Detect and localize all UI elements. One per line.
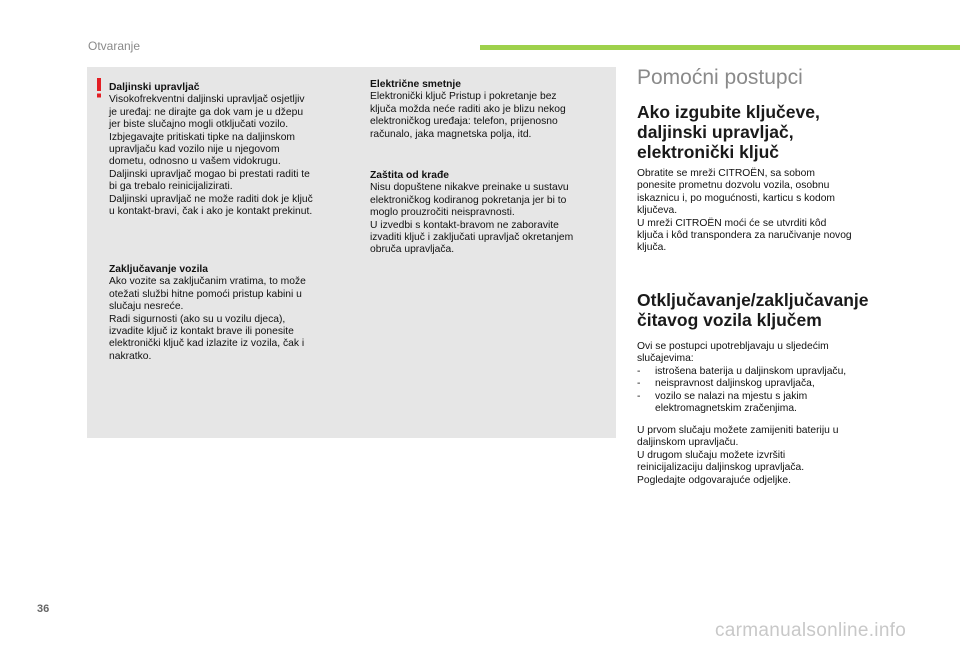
warning-right-column-2 (370, 170, 610, 257)
remote-control-heading: Daljinski upravljač (109, 82, 200, 93)
list-marker: - (637, 366, 641, 377)
section-title: Otvaranje (88, 39, 141, 53)
list-item (637, 366, 917, 378)
warning-left-column (109, 82, 359, 218)
anti-theft-heading: Zaštita od krađe (370, 170, 449, 181)
manual-unlock-heading: Otključavanje/zaključavanje čitavog vozila ključem (637, 290, 869, 330)
manual-unlock-intro: Ovi se postupci upotrebljavaju u sljedećim slučajevima: (637, 341, 829, 365)
page-title: Pomoćni postupci (637, 66, 803, 89)
electrical-interference-heading: Električne smetnje (370, 79, 461, 90)
electrical-interference-text: Elektronički ključ Pristup i pokretanje bez ključa možda neće raditi ako je blizu nekog elektroničkog uređaja: telefon, prijenosno računalo, jaka magnetska polja, itd. (370, 91, 566, 140)
list-item-text: vozilo se nalazi na mjestu s jakim elektromagnetskim zračenjima. (655, 390, 808, 415)
remote-control-text: Visokofrekventni daljinski upravljač osjetljiv je uređaj: ne dirajte ga dok vam je u džepu jer biste slučajno mogli otključati vozilo. Izbjegavajte pritiskati tipke na daljinskom upravljaču kad vozilo nije u njegovom dometu, odnosno u vašem vidokrugu. Daljinski upravljač mogao bi prestati raditi te bi ga trebalo reinicijalizirati. Daljinski upravljač ne može raditi dok je ključ u kontakt-bravi, čak i ako je kontakt prekinut. (109, 94, 313, 218)
list-item (637, 378, 917, 390)
page-number: 36 (37, 603, 50, 615)
warning-left-column-2 (109, 264, 359, 363)
vehicle-locking-text: Ako vozite sa zaključanim vratima, to može otežati službi hitne pomoći pristup kabini u slučaju nesreće. Radi sigurnosti (ako su u vozilu djeca), izvadite ključ iz kontakt brave ili ponesite elektronički ključ kad izlazite iz vozila, čak i nakratko. (109, 276, 306, 362)
manual-unlock-outro: U prvom slučaju možete zamijeniti bateriju u daljinskom upravljaču. U drugom slučaju možete izvršiti reinicijalizaciju daljinskog upravljača. Pogledajte odgovarajuće odjeljke. (637, 425, 839, 486)
situations-list (637, 366, 917, 416)
section-accent-bar (480, 45, 960, 50)
warning-right-column (370, 79, 610, 141)
lost-keys-heading: Ako izgubite ključeve, daljinski upravljač, elektronički ključ (637, 102, 820, 162)
vehicle-locking-heading: Zaključavanje vozila (109, 264, 209, 275)
list-item-text: neispravnost daljinskog upravljača, (655, 378, 815, 390)
watermark: carmanualsonline.info (715, 620, 907, 641)
exclamation-icon (93, 78, 105, 98)
list-marker: - (637, 390, 641, 402)
anti-theft-text: Nisu dopuštene nikakve preinake u sustavu elektroničkog kodiranog pokretanja jer bi to moglo prouzročiti neispravnosti. U izvedbi s kontakt-bravom ne zaboravite izvaditi ključ i zaključati upravljač okretanjem obruča upravljača. (370, 182, 574, 256)
lost-keys-text: Obratite se mreži CITROËN, sa sobom ponesite prometnu dozvolu vozila, osobnu iskaznicu i, po mogućnosti, karticu s kodom ključeva. U mreži CITROËN moći će se utvrditi kôd ključa i kôd transpondera za naručivanje novog ključa. (637, 168, 852, 254)
list-marker: - (637, 378, 641, 390)
list-item (637, 391, 917, 416)
list-item-text: istrošena baterija u daljinskom upravljaču, (655, 366, 847, 377)
